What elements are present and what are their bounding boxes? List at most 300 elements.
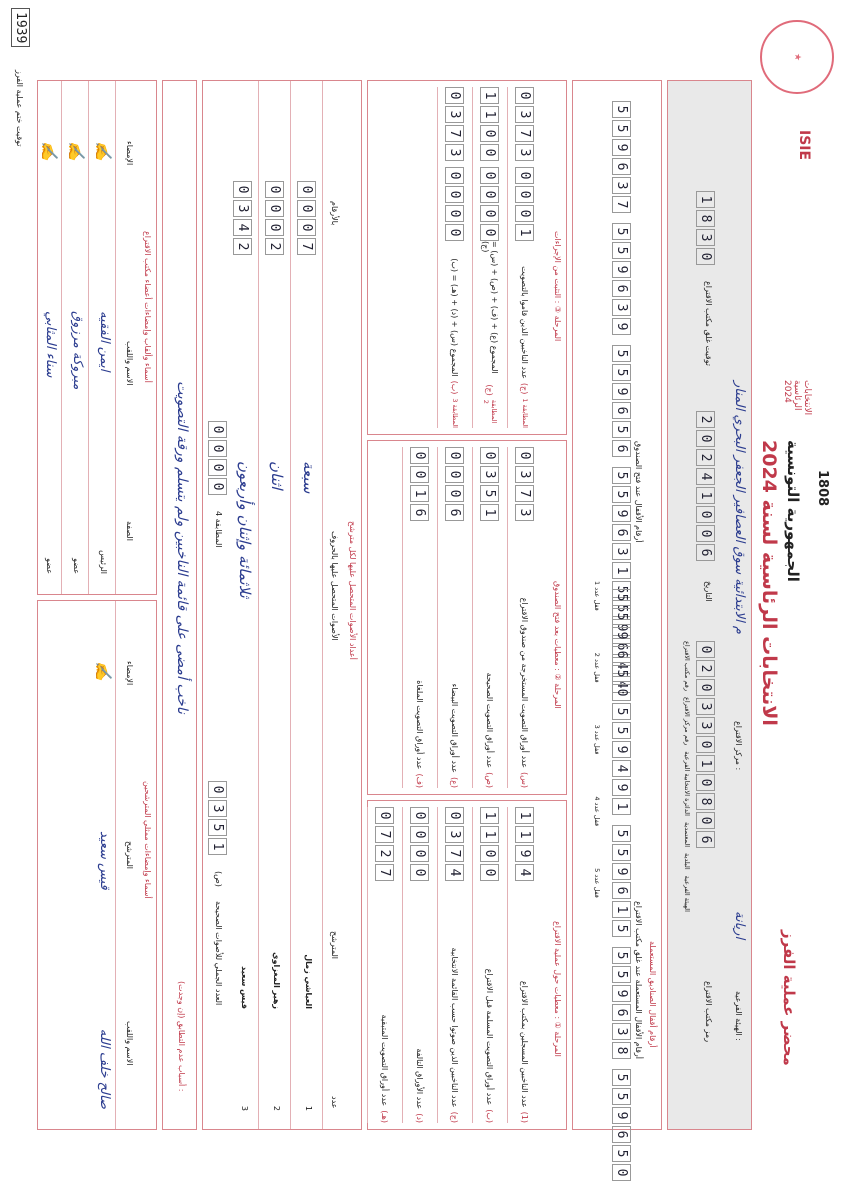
lock-label-4: قفل عدد 5 xyxy=(593,868,601,898)
seal-row2-1-digit-2: 9 xyxy=(612,261,631,278)
match4-digit-3: 0 xyxy=(208,478,227,495)
stage1-value-2 xyxy=(446,807,465,881)
seal-row1-2-digit-0: 5 xyxy=(612,825,631,842)
result-digits-1-3: 2 xyxy=(265,238,284,255)
stage2-value-1-2: 5 xyxy=(481,485,500,502)
result-digits-1-1: 0 xyxy=(265,200,284,217)
result-digits-1 xyxy=(265,181,284,255)
seal-row2-1 xyxy=(612,223,631,335)
result-candidate-0: العياشي زمال xyxy=(304,954,313,1009)
committee-signature-icon-2: ✍ xyxy=(40,141,59,161)
seal-row1-1-digit-0: 5 xyxy=(612,703,631,720)
seal-row1-0-digit-4: 4 xyxy=(612,657,631,674)
committee-col-name: الاسم واللقب xyxy=(125,341,134,386)
result-digits-2-1: 3 xyxy=(233,200,252,217)
stage3-extra-0 xyxy=(516,167,535,241)
page-caption: توقيت ختم عملية الفرز xyxy=(15,70,24,147)
stage2-row xyxy=(472,447,507,788)
stage1-row xyxy=(437,807,472,1123)
center-value: م الابتدائية سوق العصافير الجعفر البحري المنار xyxy=(732,381,747,634)
seal-row1-2-digit-4: 1 xyxy=(612,901,631,918)
stage3-row xyxy=(472,87,507,428)
stage2-row xyxy=(437,447,472,788)
match4-label: المطابقة 4 xyxy=(214,511,223,548)
stage3-match-2: المطابقة 3 xyxy=(451,398,459,428)
seal-row1-4-digit-5: 0 xyxy=(612,1164,631,1181)
seal-row2-1-digit-5: 9 xyxy=(612,318,631,335)
stage1-code-2: (ج) xyxy=(450,1111,460,1123)
office-code-digit-10: 6 xyxy=(696,831,715,848)
office-code-digit-2: 0 xyxy=(696,679,715,696)
date-digits xyxy=(696,411,715,561)
seal-row2-3-digit-3: 6 xyxy=(612,524,631,541)
stage1-label-2: عدد الناخبين الذين صوتوا حسب القائمة الانتخابية xyxy=(450,947,460,1108)
committee-role-0: الرئيس xyxy=(99,550,108,574)
code-caption-2: الدائرة الانتخابية الفرعية xyxy=(683,751,691,816)
stage3-extra-0-2: 0 xyxy=(516,205,535,222)
stage1-value-4-1: 7 xyxy=(376,826,395,843)
seal-row1-4-digit-2: 9 xyxy=(612,1107,631,1124)
stage1-value-1-1: 1 xyxy=(481,826,500,843)
result-digits-0-2: 0 xyxy=(297,219,316,236)
official-stamp-icon: ★ xyxy=(760,20,834,94)
document-title: الانتخابات الرئاسية لسنة 2024 xyxy=(758,440,780,726)
office-code-digit-1: 2 xyxy=(696,660,715,677)
office-code-digit-6: 1 xyxy=(696,755,715,772)
result-row xyxy=(291,81,323,1129)
stage1-value-1-3: 0 xyxy=(481,864,500,881)
stage3-extra-0-3: 1 xyxy=(516,224,535,241)
stage2-value-3 xyxy=(411,447,430,521)
stage2-value-2-3: 6 xyxy=(446,504,465,521)
seal-row2-4-digit-2: 9 xyxy=(612,627,631,644)
result-digits-2-0: 0 xyxy=(233,181,252,198)
seal-row1-0-digit-0: 5 xyxy=(612,581,631,598)
stage2-value-1-0: 0 xyxy=(481,447,500,464)
lock-labels xyxy=(593,581,601,898)
seal-row1-1-digit-5: 1 xyxy=(612,798,631,815)
seal-row2-2 xyxy=(612,345,631,457)
committee-name-2: سناء المثابي xyxy=(43,311,58,378)
stage3-label-0: عدد الناخبين الذين قاموا بالتصويت xyxy=(520,266,530,379)
office-code-digit-3: 3 xyxy=(696,698,715,715)
seal-row1-3-digit-0: 5 xyxy=(612,947,631,964)
stage3-value-1-1: 1 xyxy=(481,106,500,123)
office-code-digit-0: 0 xyxy=(696,641,715,658)
stage2-value-0-3: 3 xyxy=(516,504,535,521)
stage3-row xyxy=(507,87,542,428)
committee-name-1: مبروكة مرزوق xyxy=(70,311,85,390)
seal-row2-2-digit-0: 5 xyxy=(612,345,631,362)
total-digit-3: 1 xyxy=(208,838,227,855)
stage1-value-2-0: 0 xyxy=(446,807,465,824)
stage3-value-2-0: 0 xyxy=(446,87,465,104)
stage1-value-0 xyxy=(516,807,535,881)
stage1-section xyxy=(367,800,567,1130)
seal-row1-0-digit-3: 6 xyxy=(612,638,631,655)
stage3-value-2 xyxy=(446,87,465,161)
stage1-label-3: عدد الأوراق التالفة xyxy=(415,1048,425,1110)
stage1-value-3-3: 0 xyxy=(411,864,430,881)
stage1-row xyxy=(402,807,437,1123)
result-words-0: سبعة xyxy=(300,461,318,494)
seal-row2-0-digit-2: 9 xyxy=(612,139,631,156)
seal-row1-3-digit-4: 3 xyxy=(612,1023,631,1040)
date-digit-7: 6 xyxy=(696,544,715,561)
stage2-label-0: عدد أوراق التصويت المستخرجة من صندوق الاقتراع xyxy=(520,597,530,768)
stage1-value-1 xyxy=(481,807,500,881)
stage3-value-1-0: 1 xyxy=(481,87,500,104)
seal-row1-4-digit-0: 5 xyxy=(612,1069,631,1086)
results-col-words: الأصوات المتحصل عليها بالحروف xyxy=(330,531,339,641)
document-subtitle: محضر عملية الفرز xyxy=(780,930,798,1066)
committee-name-0: ايمن الفقيه xyxy=(97,311,112,372)
code-caption-4: البلدية xyxy=(683,853,691,870)
match4-digit-0: 0 xyxy=(208,421,227,438)
committee-row xyxy=(89,81,116,594)
seal-row2-3-digit-5: 1 xyxy=(612,562,631,579)
stage1-value-3-2: 0 xyxy=(411,845,430,862)
stage2-value-3-3: 6 xyxy=(411,504,430,521)
match4-digits xyxy=(208,421,227,495)
stage3-value-2-1: 3 xyxy=(446,106,465,123)
stage2-value-2-1: 0 xyxy=(446,466,465,483)
committee-row xyxy=(35,81,62,594)
committee-role-2: عضو xyxy=(45,558,54,574)
stage3-title: المرحلة ③ : التثبت من الإجراءات xyxy=(553,231,562,342)
stage3-extra-1-2: 0 xyxy=(481,205,500,222)
stage3-extra-0-0: 0 xyxy=(516,167,535,184)
location-section xyxy=(667,80,752,1130)
stage2-code-0: (س) xyxy=(520,771,530,788)
stage3-value-2-3: 3 xyxy=(446,144,465,161)
stage2-value-0 xyxy=(516,447,535,521)
stage1-code-3: (د) xyxy=(415,1113,425,1123)
stage1-row xyxy=(507,807,542,1123)
seal-row2-3-digit-2: 9 xyxy=(612,505,631,522)
date-digit-4: 1 xyxy=(696,487,715,504)
country-name: الجمهورية التونسية xyxy=(784,440,802,582)
reps-rows xyxy=(89,601,116,1129)
district-label: الهيئة الفرعية : xyxy=(734,991,743,1041)
stage3-match-1: المطابقة 2 xyxy=(482,399,498,424)
stage1-row xyxy=(472,807,507,1123)
stage1-value-3-1: 0 xyxy=(411,826,430,843)
stage1-title: المرحلة ① : معطيات حول عملية الاقتراع xyxy=(553,921,562,1057)
stage1-code-1: (ب) xyxy=(485,1109,495,1123)
result-row xyxy=(259,81,291,1129)
office-code-digit-8: 8 xyxy=(696,793,715,810)
stage2-code-2: (ع) xyxy=(450,776,460,788)
result-candidate-1: زهير المغزاوي xyxy=(272,952,281,1009)
result-digits-2-3: 2 xyxy=(233,238,252,255)
stage1-value-4-0: 0 xyxy=(376,807,395,824)
code-caption-0: رقم مكتب الاقتراع xyxy=(683,641,691,691)
codes-caption xyxy=(683,641,691,912)
time-label: توقيت غلق مكتب الاقتراع xyxy=(704,281,713,366)
committee-section xyxy=(37,80,157,595)
committee-signature-icon-1: ✍ xyxy=(67,141,86,161)
stage2-value-3-1: 0 xyxy=(411,466,430,483)
notes-section xyxy=(162,80,197,1130)
stage3-section xyxy=(367,80,567,435)
seal-row2-3-digit-0: 5 xyxy=(612,467,631,484)
rep-signature-icon-0: ✍ xyxy=(94,661,113,681)
time-digit-3: 0 xyxy=(696,248,715,265)
results-total-digits xyxy=(208,781,227,855)
stage2-value-0-1: 3 xyxy=(516,466,535,483)
seal-row1-1-digit-4: 9 xyxy=(612,779,631,796)
stage3-label-1: المجموع (ع) + (ف) + (ص) + (س) = (ج) xyxy=(481,241,499,374)
code-caption-3: المعتمدية xyxy=(683,821,691,848)
stage3-value-0-0: 0 xyxy=(516,87,535,104)
seal-row1-1-digit-1: 5 xyxy=(612,722,631,739)
stage3-extra-0-1: 0 xyxy=(516,186,535,203)
stage3-code-1: (ج) xyxy=(485,384,495,396)
seal-row2-1-digit-0: 5 xyxy=(612,223,631,240)
stage1-row xyxy=(367,807,402,1123)
seals-row1-title: أرقام الأقفال المستعملة عند غلق مكتب الاقتراع xyxy=(634,901,643,1060)
seal-row2-1-digit-1: 5 xyxy=(612,242,631,259)
seal-row2-3 xyxy=(612,467,631,579)
seal-row2-0-digit-5: 7 xyxy=(612,196,631,213)
date-digit-1: 0 xyxy=(696,430,715,447)
stage3-value-1-3: 0 xyxy=(481,144,500,161)
results-rows xyxy=(227,81,323,1129)
stage1-value-1-0: 1 xyxy=(481,807,500,824)
stage1-value-4-2: 2 xyxy=(376,845,395,862)
seal-row2-2-digit-5: 6 xyxy=(612,440,631,457)
seal-row1-2-digit-3: 6 xyxy=(612,882,631,899)
stage2-value-1-3: 1 xyxy=(481,504,500,521)
stage1-code-4: (هـ) xyxy=(380,1110,390,1123)
total-digit-1: 3 xyxy=(208,800,227,817)
seal-row1-2-digit-2: 9 xyxy=(612,863,631,880)
district-value: اريانة xyxy=(732,911,747,940)
result-digits-0-1: 0 xyxy=(297,200,316,217)
seal-row2-3-digit-4: 3 xyxy=(612,543,631,560)
stage2-code-3: (ف) xyxy=(415,773,425,788)
stage1-value-2-1: 3 xyxy=(446,826,465,843)
seal-row2-4-digit-1: 5 xyxy=(612,608,631,625)
stage2-row xyxy=(507,447,542,788)
stage3-row xyxy=(437,87,472,428)
stage3-extra-2-2: 0 xyxy=(446,205,465,222)
result-row xyxy=(227,81,259,1129)
committee-col-role: الصفة xyxy=(125,521,134,541)
isie-logo: ISIE xyxy=(796,130,812,161)
seal-row1-4-digit-4: 5 xyxy=(612,1145,631,1162)
office-code-digit-4: 3 xyxy=(696,717,715,734)
seal-row2-4-digit-3: 6 xyxy=(612,646,631,663)
stage1-code-0: (1) xyxy=(520,1111,530,1123)
committee-title: أسماء وألقاب وإمضاءات أعضاء مكتب الاقتراع xyxy=(143,231,152,383)
seal-row1-2-digit-1: 5 xyxy=(612,844,631,861)
result-no-1: 2 xyxy=(272,1105,281,1111)
results-section xyxy=(202,80,362,1130)
seal-row2-0-digit-1: 5 xyxy=(612,120,631,137)
stage1-label-1: عدد أوراق التصويت المسلمة قبل الاقتراع xyxy=(485,968,495,1106)
result-digits-2 xyxy=(233,181,252,255)
seal-row1-3-digit-2: 9 xyxy=(612,985,631,1002)
reps-title: أسماء وإمضاءات ممثلي المترشحين xyxy=(143,781,152,899)
stage3-extra-1 xyxy=(481,167,500,241)
seal-row2-0-digit-0: 5 xyxy=(612,101,631,118)
code-caption-5: الهيئة الفرعية xyxy=(683,875,691,912)
stage2-rows xyxy=(402,447,542,788)
stage2-value-2 xyxy=(446,447,465,521)
stage2-value-1 xyxy=(481,447,500,521)
seal-row2-1-digit-4: 3 xyxy=(612,299,631,316)
notes-title: أسباب عدم التطابق (إن وجدت) : xyxy=(177,981,186,1092)
stage3-extra-2-0: 0 xyxy=(446,167,465,184)
lock-label-3: قفل عدد 4 xyxy=(593,796,601,827)
rep-name-0: صالح خلف الله xyxy=(97,1028,112,1109)
result-digits-0-3: 7 xyxy=(297,238,316,255)
reps-col-sign: الإمضاء xyxy=(125,661,134,686)
lock-label-1: قفل عدد 2 xyxy=(593,652,601,683)
stage3-label-2: المجموع (س) + (د) + (هـ) = (ب) xyxy=(450,258,460,377)
form-number: 1808 xyxy=(815,470,830,507)
result-words-1: اثنان xyxy=(268,461,286,490)
stage2-value-3-2: 1 xyxy=(411,485,430,502)
seal-row2-4 xyxy=(612,589,631,701)
stage2-value-2-0: 0 xyxy=(446,447,465,464)
stage3-value-2-2: 7 xyxy=(446,125,465,142)
date-digit-2: 2 xyxy=(696,449,715,466)
stage3-rows xyxy=(437,87,542,428)
match4-digit-1: 0 xyxy=(208,440,227,457)
results-col-candidate: المترشح xyxy=(330,931,339,959)
stage2-label-3: عدد أوراق التصويت الملغاة xyxy=(415,680,425,770)
stage2-code-1: (ص) xyxy=(485,772,495,788)
stage2-section xyxy=(367,440,567,795)
time-digits xyxy=(696,191,715,265)
seal-row2-0-digit-3: 6 xyxy=(612,158,631,175)
seals-section-title: أرقام أقفال الصناديق المستعملة xyxy=(648,941,657,1048)
result-digits-1-2: 0 xyxy=(265,219,284,236)
time-digit-0: 1 xyxy=(696,191,715,208)
seal-row1-2 xyxy=(612,825,631,937)
stage3-code-2: (ب) xyxy=(450,380,460,395)
seal-row2-1-digit-3: 6 xyxy=(612,280,631,297)
stage1-value-1-2: 0 xyxy=(481,845,500,862)
committee-signature-icon-0: ✍ xyxy=(94,141,113,161)
stage2-value-3-0: 0 xyxy=(411,447,430,464)
stage3-value-0 xyxy=(516,87,535,161)
committee-rows xyxy=(35,81,116,594)
lock-label-2: قفل عدد 3 xyxy=(593,724,601,755)
seal-row1-3 xyxy=(612,947,631,1059)
seal-row1-2-digit-5: 5 xyxy=(612,920,631,937)
seal-row1-0-digit-1: 5 xyxy=(612,600,631,617)
stage1-label-0: عدد الناخبين المسجلين بمكتب الاقتراع xyxy=(520,980,530,1108)
time-digit-2: 3 xyxy=(696,229,715,246)
reps-col-candidate: المترشح xyxy=(125,841,134,869)
seal-row1-3-digit-5: 8 xyxy=(612,1042,631,1059)
stage3-value-0-3: 3 xyxy=(516,144,535,161)
date-digit-6: 0 xyxy=(696,525,715,542)
result-no-0: 1 xyxy=(304,1105,313,1111)
center-label: مركز الاقتراع : xyxy=(734,721,743,771)
seal-row2-0-digit-4: 3 xyxy=(612,177,631,194)
seal-row1-4-digit-1: 5 xyxy=(612,1088,631,1105)
stage3-value-1-2: 0 xyxy=(481,125,500,142)
election-logo: الانتخابات الرئاسية 2024 xyxy=(782,380,812,416)
seal-row2-0 xyxy=(612,101,631,213)
time-digit-1: 8 xyxy=(696,210,715,227)
total-digit-2: 5 xyxy=(208,819,227,836)
office-code-digit-9: 0 xyxy=(696,812,715,829)
seal-row2-4-digit-0: 5 xyxy=(612,589,631,606)
date-digit-0: 2 xyxy=(696,411,715,428)
stage1-value-3-0: 0 xyxy=(411,807,430,824)
stage3-value-0-2: 7 xyxy=(516,125,535,142)
seal-row1-0-digit-5: 4 xyxy=(612,676,631,693)
office-code-label: رمز مكتب الاقتراع xyxy=(704,981,713,1043)
stage3-extra-1-3: 0 xyxy=(481,224,500,241)
stage1-label-4: عدد أوراق التصويت المتبقية xyxy=(380,1014,390,1107)
stage3-code-0: (ج) xyxy=(520,382,530,395)
results-title: أعداد الأصوات المتحصل عليها لكل مترشح xyxy=(348,521,357,660)
seals-section xyxy=(572,80,662,1177)
committee-role-1: عضو xyxy=(72,558,81,574)
seal-row1-1-digit-2: 9 xyxy=(612,741,631,758)
rep-row xyxy=(89,601,116,1129)
results-total-label: العدد الجملي للأصوات الصحيحة xyxy=(214,901,223,1006)
stage1-value-2-2: 7 xyxy=(446,845,465,862)
results-total-code: (ص) xyxy=(214,871,223,887)
stage1-value-0-2: 9 xyxy=(516,845,535,862)
page-number: 1939 xyxy=(11,8,30,47)
stage2-row xyxy=(402,447,437,788)
stage1-value-3 xyxy=(411,807,430,881)
results-col-no: عدد xyxy=(330,1096,339,1109)
rep-candidate-0: قيس سعيد xyxy=(97,831,112,890)
result-digits-1-0: 0 xyxy=(265,181,284,198)
stage1-value-0-3: 4 xyxy=(516,864,535,881)
stage1-value-0-0: 1 xyxy=(516,807,535,824)
seal-row2-4-digit-4: 5 xyxy=(612,665,631,682)
date-digit-5: 0 xyxy=(696,506,715,523)
stage1-value-4 xyxy=(376,807,395,881)
seal-row1-0-digit-2: 9 xyxy=(612,619,631,636)
result-candidate-2: قيس سعيد xyxy=(240,966,249,1009)
seal-row1-1 xyxy=(612,703,631,815)
date-label: التاريخ xyxy=(704,581,713,602)
seal-row2-3-digit-1: 5 xyxy=(612,486,631,503)
stage1-value-0-1: 1 xyxy=(516,826,535,843)
office-code-digit-5: 0 xyxy=(696,736,715,753)
lock-label-0: قفل عدد 1 xyxy=(593,581,601,611)
seal-row1-4 xyxy=(612,1069,631,1181)
stage2-value-0-0: 0 xyxy=(516,447,535,464)
stage3-extra-1-1: 0 xyxy=(481,186,500,203)
stage2-title: المرحلة ② : معطيات بعد فتح الصندوق xyxy=(553,581,562,709)
stage2-value-1-1: 3 xyxy=(481,466,500,483)
committee-row xyxy=(62,81,89,594)
stage1-value-2-3: 4 xyxy=(446,864,465,881)
result-digits-2-2: 4 xyxy=(233,219,252,236)
seal-row1-1-digit-3: 4 xyxy=(612,760,631,777)
stage3-extra-2-1: 0 xyxy=(446,186,465,203)
stage1-value-4-3: 7 xyxy=(376,864,395,881)
date-digit-3: 4 xyxy=(696,468,715,485)
seal-row1-3-digit-1: 5 xyxy=(612,966,631,983)
seal-row2-4-digit-5: 0 xyxy=(612,684,631,701)
stage3-value-0-1: 3 xyxy=(516,106,535,123)
stage3-extra-2 xyxy=(446,167,465,241)
